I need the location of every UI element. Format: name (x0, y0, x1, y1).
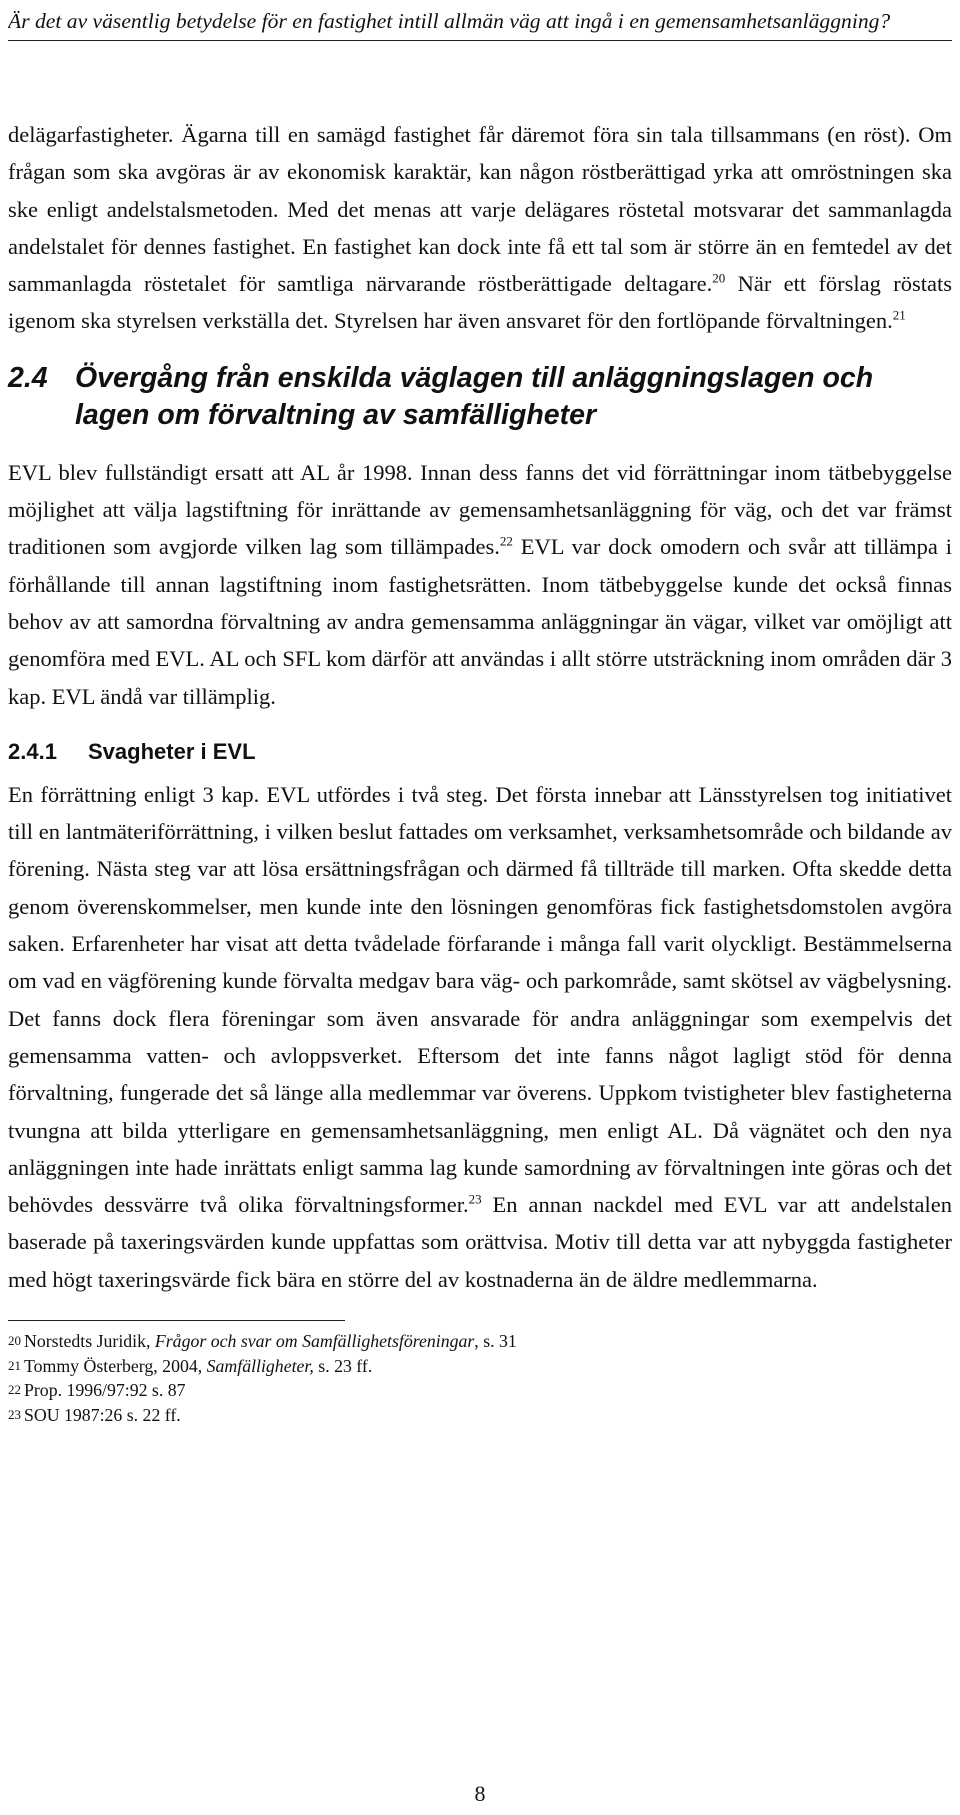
footnote-number: 21 (8, 1357, 21, 1373)
footnote-text: SOU 1987:26 s. 22 ff. (24, 1404, 181, 1425)
footnote (8, 1378, 952, 1403)
footnote-separator (8, 1320, 345, 1321)
paragraph-weaknesses (8, 776, 952, 1298)
paragraph-text: EVL blev fullständigt ersatt att AL år 1998. Innan dess fanns det vid förrättningar inom tätbebyggelse möjlighet att välja lagstiftning för inrättande av gemensamhetsanläggning för väg, och det var främst traditionen som avgjorde vilken lag som tillämpades. (8, 459, 952, 560)
paragraph-text: En förrättning enligt 3 kap. EVL utfördes i två steg. Det första innebar att Länsstyrelsen tog initiativet till en lantmäteriförrättning, i vilken beslut fattades om verksamhet, verksamhetsområde och bildande av förening. Nästa steg var att lösa ersättningsfrågan och därmed få tillträde till marken. Ofta skedde detta genom överenskommelser, men kunde inte den lösningen genomföras fick fastighetsdomstolen avgöra saken. Erfarenheter har visat att detta tvådelade förfarande i många fall varit olyckligt. Bestämmelserna om vad en vägförening kunde förvalta medgav bara väg- och parkområde, samt skötsel av vägbelysning. Det fanns dock flera föreningar som även ansvarade för andra anläggningar som exempelvis det gemensamma vatten- och avloppsverket. Eftersom det inte fanns något lagligt stöd för denna förvaltning, fungerade det så länge alla medlemmar var överens. Uppkom tvistigheter blev fastigheterna tvungna att bilda ytterligare en gemensamhetsanläggning, men enligt AL. Då vägnätet och den nya anläggningen inte hade inrättats enligt samma lag kunde samordning av förvaltningen inte göras och det behövdes dessvärre två olika förvaltningsformer. (8, 781, 952, 1218)
footnote (8, 1329, 952, 1354)
footnote (8, 1354, 952, 1379)
paragraph-voting (8, 116, 952, 340)
header-rule (8, 40, 952, 41)
page-number: 8 (474, 1781, 486, 1806)
footnote-text: Prop. 1996/97:92 s. 87 (24, 1380, 186, 1401)
paragraph-text: delägarfastigheter. Ägarna till en samägd fastighet får däremot föra sin tala tillsammans (en röst). Om frågan som ska avgöras är av ekonomisk karaktär, kan någon röstberättigad yrka att omröstningen ska ske enligt andelstalsmetoden. Med det menas att varje delägares röstetal motsvarar det sammanlagda andelstalet för dennes fastighet. En fastighet kan dock inte få ett tal som är större än en femtedel av det sammanlagda röstetalet för samtliga närvarande röstberättigade deltagare. (8, 122, 952, 297)
section-number: 2.4 (8, 361, 48, 394)
paragraph-text: EVL var dock omodern och svår att tillämpa i förhållande till annan lagstiftning inom fastighetsrätten. Inom tätbebyggelse kunde det också finnas behov av att samordna förvaltning av andra gemensamma anläggningar än vägar, vilket var omöjligt att genomföra med EVL. AL och SFL kom därför att användas i allt större utsträckning inom områden där 3 kap. EVL ändå var tillämplig. (8, 534, 953, 709)
section-heading-2-4 (8, 360, 952, 434)
footnote-ref-23[interactable]: 23 (468, 1191, 482, 1207)
footnote-ref-22[interactable]: 22 (499, 533, 513, 549)
section-number: 2.4.1 (8, 738, 57, 764)
footnote-text: Tommy Österberg, 2004, (24, 1355, 207, 1376)
footnote-title: Samfälligheter, (206, 1355, 314, 1376)
paragraph-text: När ett förslag röstats igenom ska styrelsen verkställa det. Styrelsen har även ansvaret för den fortlöpande förvaltningen. (8, 271, 952, 334)
running-header: Är det av väsentlig betydelse för en fastighet intill allmän väg att ingå i en gemensamhetsanläggning? (8, 9, 891, 33)
footnote (8, 1403, 952, 1428)
footnote-title: Frågor och svar om Samfällighetsföreningar (154, 1331, 475, 1352)
footnote-ref-21[interactable]: 21 (892, 307, 906, 323)
page-content (8, 116, 952, 1427)
footnote-text: Norstedts Juridik, (24, 1331, 155, 1352)
footnote-text: s. 23 ff. (313, 1355, 373, 1376)
paragraph-text: En annan nackdel med EVL var att andelstalen baserade på taxeringsvärden kunde uppfattas som orättvisa. Motiv till detta var att nybyggda fastigheter med högt taxeringsvärde fick bära en större del av kostnaderna än de äldre medlemmarna. (8, 1192, 952, 1292)
section-title: Övergång från enskilda väglagen till anläggningslagen och lagen om förvaltning av samfälligheter (75, 361, 874, 431)
footnote-number: 22 (8, 1382, 21, 1398)
footnote-text: , s. 31 (474, 1331, 517, 1352)
footnote-number: 20 (8, 1333, 21, 1349)
section-heading-2-4-1 (8, 737, 952, 767)
footnote-number: 23 (8, 1406, 21, 1422)
section-title: Svagheter i EVL (88, 738, 256, 764)
footnote-ref-20[interactable]: 20 (712, 270, 726, 286)
paragraph-evl-replaced (8, 454, 952, 715)
